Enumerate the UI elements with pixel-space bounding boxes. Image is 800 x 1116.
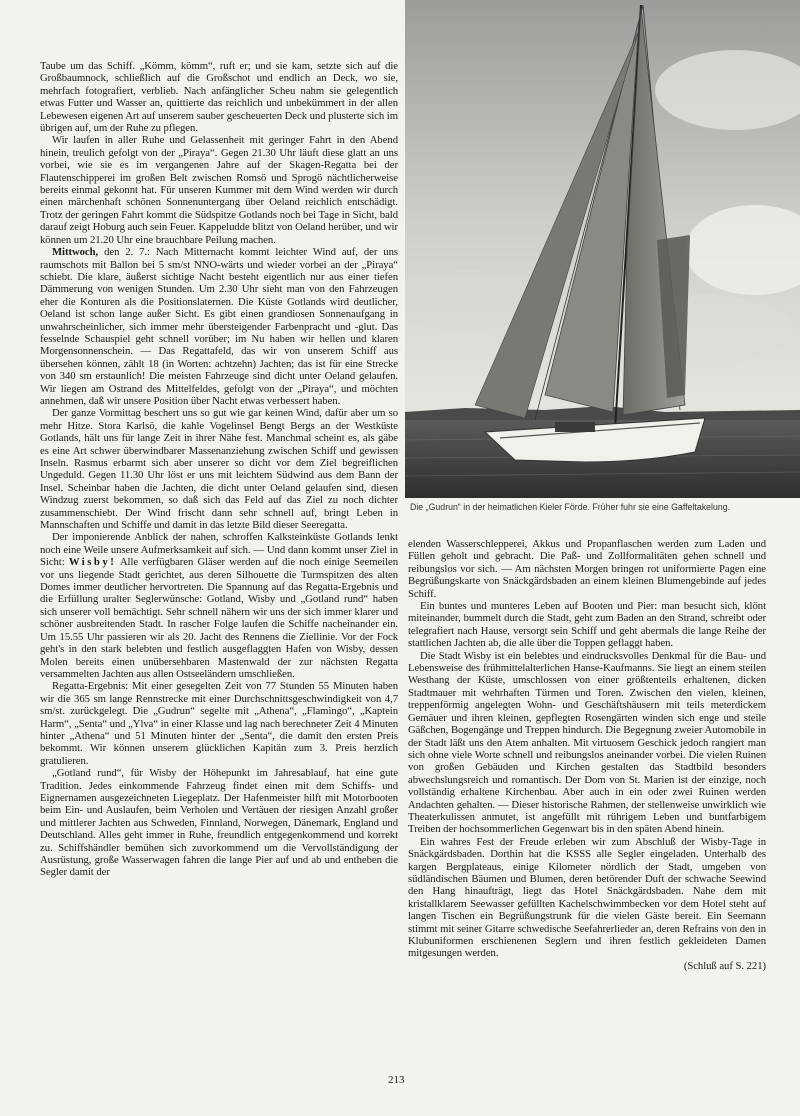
right-text-column: [408, 538, 766, 1043]
sailboat-photo: [405, 0, 800, 498]
mittwoch-text: den 2. 7.: Nach Mitternacht kommt leichter Wind auf, der uns raumschots mit Ballon bei 5 sm/st NNO-wärts und wieder vorbei an der „Piraya“ schiebt. Die klare, äußerst sichtige Nacht besteht eigentlich nur aus einer tiefen Dämmerung von wenigen Stunden. Um 2.30 Uhr sieht man von den Fahrzeugen eher die Konturen als die Positionslaternen. Die Küste Gotlands wird deutlicher, Oeland ist schon lange außer Sicht. Es gibt einen grandiosen Sonnenaufgang in unwahrscheinlicher, sich immer mehr übersteigender Farbenpracht und -glut. Das fesselnde Schauspiel geht schnell vorüber; im Nu haben wir hellen und klaren Morgensonnenschein. — Das Regattafeld, das wir von unserem Schiff aus übersehen können, zählt 18 (in Worten: achtzehn) Jachten; das ist für eine Strecke von 340 sm erstaunlich! Die meisten Fahrzeuge sind dicht unter Oeland gelaufen. Wir liegen am Ostrand des Mittelfeldes, gefolgt von der „Piraya“, und möchten annehmen, daß wir unsere Position über Nacht etwas verbessert haben.: [40, 246, 398, 407]
paragraph: elenden Wasserschlepperei, Akkus und Propanflaschen werden zum Laden und Füllen geholt und gebracht. Die Paß- und Zollformalitäten gehen schnell und reibungslos vor sich. — Am nächsten Morgen bringen rot uniformierte Pagen eine Begrüßungskarte von Snäckgärdsbaden an einem kleinen Blumengebinde auf jedes Schiff.: [408, 538, 766, 600]
page-number: 213: [388, 1074, 405, 1086]
paragraph: Wir laufen in aller Ruhe und Gelassenheit mit geringer Fahrt in den Abend hinein, treulich gefolgt von der „Piraya“. Gegen 21.30 Uhr läuft diese glatt an uns vorbei, wie sie es im vergangenen Jahre auf der Skagen-Regatta bei der Flautenschipperei im großen Belt zwischen Romsö und Sprogö nächtlicherweise bereits einmal gekonnt hat. Für unseren Kummer mit dem Wind werden wir durch einen märchenhaft schönen Sonnenuntergang über Oeland reichlich entschädigt. Trotz der geringen Fahrt kommt die Südspitze Gotlands noch bei Tage in Sicht, bald darauf zeigt Hoburg auch sein Feuer. Kappeludde blitzt von Oeland herüber, und wir können um 21.20 Uhr eine brauchbare Peilung machen.: [40, 134, 398, 246]
paragraph: Ein buntes und munteres Leben auf Booten und Pier: man besucht sich, klönt miteinander, bummelt durch die Stadt, geht zum Baden an den Strand, schreibt oder telegrafiert nach Hause, versorgt sein Schiff und geht abermals die lange Reihe der stattlichen Jachten ab, die alle über die Toppen geflaggt haben.: [408, 600, 766, 650]
left-text-column: [40, 60, 398, 1070]
paragraph: Ein wahres Fest der Freude erleben wir zum Abschluß der Wisby-Tage in Snäckgärdsbaden. Dorthin hat die KSSS alle Segler eingeladen. Unterhalb des kargen Bergplateaus, einige Kilometer nördlich der Stadt, umgeben von südländischen Bäumen und Blumen, deren betörender Duft der schwache Seewind den Hang hinaufträgt, liegt das Hotel Snäckgärdsbaden. Nahe dem mit kristallklarem Seewasser gefüllten Kachelschwimmbecken vor dem Hotel steht auf langen Tischen ein Begrüßungstrunk für die vielen Gäste bereit. Ein Seemann stimmt mit seiner Gitarre schwedische Seefahrerlieder an, deren Refrains von den in Klubuniformen erschienenen Seglern und ihren festlich gekleideten Damen mitgesungen werden.: [408, 835, 766, 960]
paragraph: Regatta-Ergebnis: Mit einer gesegelten Zeit von 77 Stunden 55 Minuten haben wir die 365 sm lange Rennstrecke mit einer Durchschnittsgeschwindigkeit von 4,7 sm/st. zurückgelegt. Die „Gudrun“ segelte mit „Athena“, „Flamingo“, „Kaptein Harm“, „Senta“ und „Ylva“ in einer Klasse und lag nach berechneter Zeit 4 Minuten hinter „Athena“ und 51 Minuten hinter der „Senta“, die damit den ersten Preis bekommt. Wir können unserem glücklichen Kapitän zum 3. Preis herzlich gratulieren.: [40, 680, 398, 767]
sailboat-illustration: [405, 0, 800, 498]
wisby-word: Wisby!: [68, 556, 117, 569]
mittwoch-label: Mittwoch,: [52, 246, 99, 259]
photo-caption: Die „Gudrun“ in der heimatlichen Kieler Förde. Früher fuhr sie eine Gaffeltakelung.: [410, 502, 731, 512]
paragraph: Die Stadt Wisby ist ein belebtes und eindrucksvolles Denkmal für die Bau- und Lebensweise des frühmittelalterlichen Hanse-Kaufmanns. Sie liegt an einem steilen Westhang der Küste, umschlossen von einer größtenteils erhaltenen, dicken Stadtmauer mit wehrhaften Türmen und Toren. Zwischen den vielen, kleinen, treppenförmig angelegten Wohn- und Geschäftshäusern mit teils meterdickem Gemäuer und ihren kleinen, gepflegten Rosengärten winden sich enge und steile Gäßchen, Bogengänge und Treppen hindurch. Die Begegnung zweier Automobile in der Stadt läßt uns den Atem anhalten. Mit virtuosem Geschick jedoch rangiert man sich ohne viele Worte schnell und reibungslos aneinander vorbei. Die vielen Ruinen von großen Gebäuden und Kirchen gestalten das Stadtbild besonders abwechslungsreich und romantisch. Der Dom von St. Marien ist der einzige, noch vollständig erhaltene Kirchenbau. Aber auch in ein oder zwei Ruinen werden Andachten gehalten. — Dieser historische Rahmen, der stellenweise unwirklich wie Theaterkulissen anmutet, ist angefüllt mit rührigem Leben und buntfarbigem Treiben der hochsommerlichen Gegenwart bis in den späten Abend hinein.: [408, 649, 766, 836]
paragraph: Der ganze Vormittag beschert uns so gut wie gar keinen Wind, dafür aber um so mehr Hitze. Stora Karlsö, die kahle Vogelinsel Bengt Bergs an der Westküste Gotlands, hält uns für lange Zeit in ihrer Nähe fest. Manchmal scheint es, als gäbe es eine Art schwer überwindbarer Massenanziehung zwischen Schiff und gewissen Inseln. Rasmus erbarmt sich aber unserer so dicht vor dem Ziel begreiflichen Ungeduld. Gegen 11.30 Uhr löst er uns mit leichtem Südwind aus dem Bann der Insel. Scheinbar haben die Jachten, die dicht unter Oeland gelaufen sind, diesen Windzug zuerst bekommen, so daß sich das Feld auf das Ziel zu noch dichter zusammenschiebt. Der Wind frischt dann sehr schnell auf, bringt Leben in Mannschaften und Schiffe und damit in das letzte Bild dieser Seeregatta.: [40, 407, 398, 532]
paragraph-ziel: [40, 531, 398, 680]
paragraph: „Gotland rund“, für Wisby der Höhepunkt im Jahresablauf, hat eine gute Tradition. Jedes einkommende Fahrzeug findet einen mit dem Schiffs- und Eignernamen ausgezeichneten Liegeplatz. Der Hafenmeister hilft mit Motorbooten beim Ein- und Auslaufen, beim Verholen und Vertäuen der riesigen Anzahl großer und mittlerer Jachten aus Schweden, Finnland, Norwegen, Dänemark, England und Deutschland. Alles geht immer in Ruhe, freundlich entgegenkommend und korrekt zu. Schiffshändler bemühen sich zuvorkommend um die Vervollständigung der Ausrüstung, große Wasserwagen fahren die lange Pier auf und ab und entheben die Segler damit der: [40, 767, 398, 879]
continued-note: (Schluß auf S. 221): [683, 959, 766, 972]
ziel-rest: Alle verfügbaren Gläser werden auf die noch einige Seemeilen vor uns liegende Stadt gerichtet, aus deren Silhouette die Turmspitzen des alten Domes immer deutlicher hervortreten. Die Spannung auf das Regatta-Ergebnis und die Erfüllung uralter Seglerwünsche: Gotland, Wisby und „Gotland rund“ haben sich unserer voll bemächtigt. Sehr schnell nähern wir uns der sich immer klarer und schöner ausbreitenden Stadt. In rascher Folge laufen die Schiffe nacheinander ein. Um 15.55 Uhr passieren wir als 20. Jacht des Rennens die Ziellinie. Vor der Fock geht's in den stark belebten und festlich ausgeflaggten Hafen von Wisby, dessen Molen bereits einen unübersehbaren Mastenwald der zur nächsten Regatta versammelten Jachten aus allen Ostseeländern umschließen.: [40, 556, 398, 680]
paragraph-mittwoch: [40, 246, 398, 407]
ziel-text: Der imponierende Anblick der nahen, schroffen Kalksteinküste Gotlands lenkt noch eine Weile unsere Aufmerksamkeit auf sich. — Und dann kommt unser Ziel in Sicht:: [40, 531, 398, 569]
paragraph: Taube um das Schiff. „Kömm, kömm“, ruft er; und sie kam, setzte sich auf die Großbaumnock, schließlich auf die Großschot und endlich an Deck, wo sie, mehrfach fotografiert, verblieb. Nach anfänglicher Scheu nahm sie gelegentlich etwas Futter und Wasser an, quittierte das reichlich und unbekümmert in der allen Lebewesen eigenen Art auf unserem sauber gescheuerten Deck und plusterte sich im übrigen auf, um der Ruhe zu pflegen.: [40, 60, 398, 135]
